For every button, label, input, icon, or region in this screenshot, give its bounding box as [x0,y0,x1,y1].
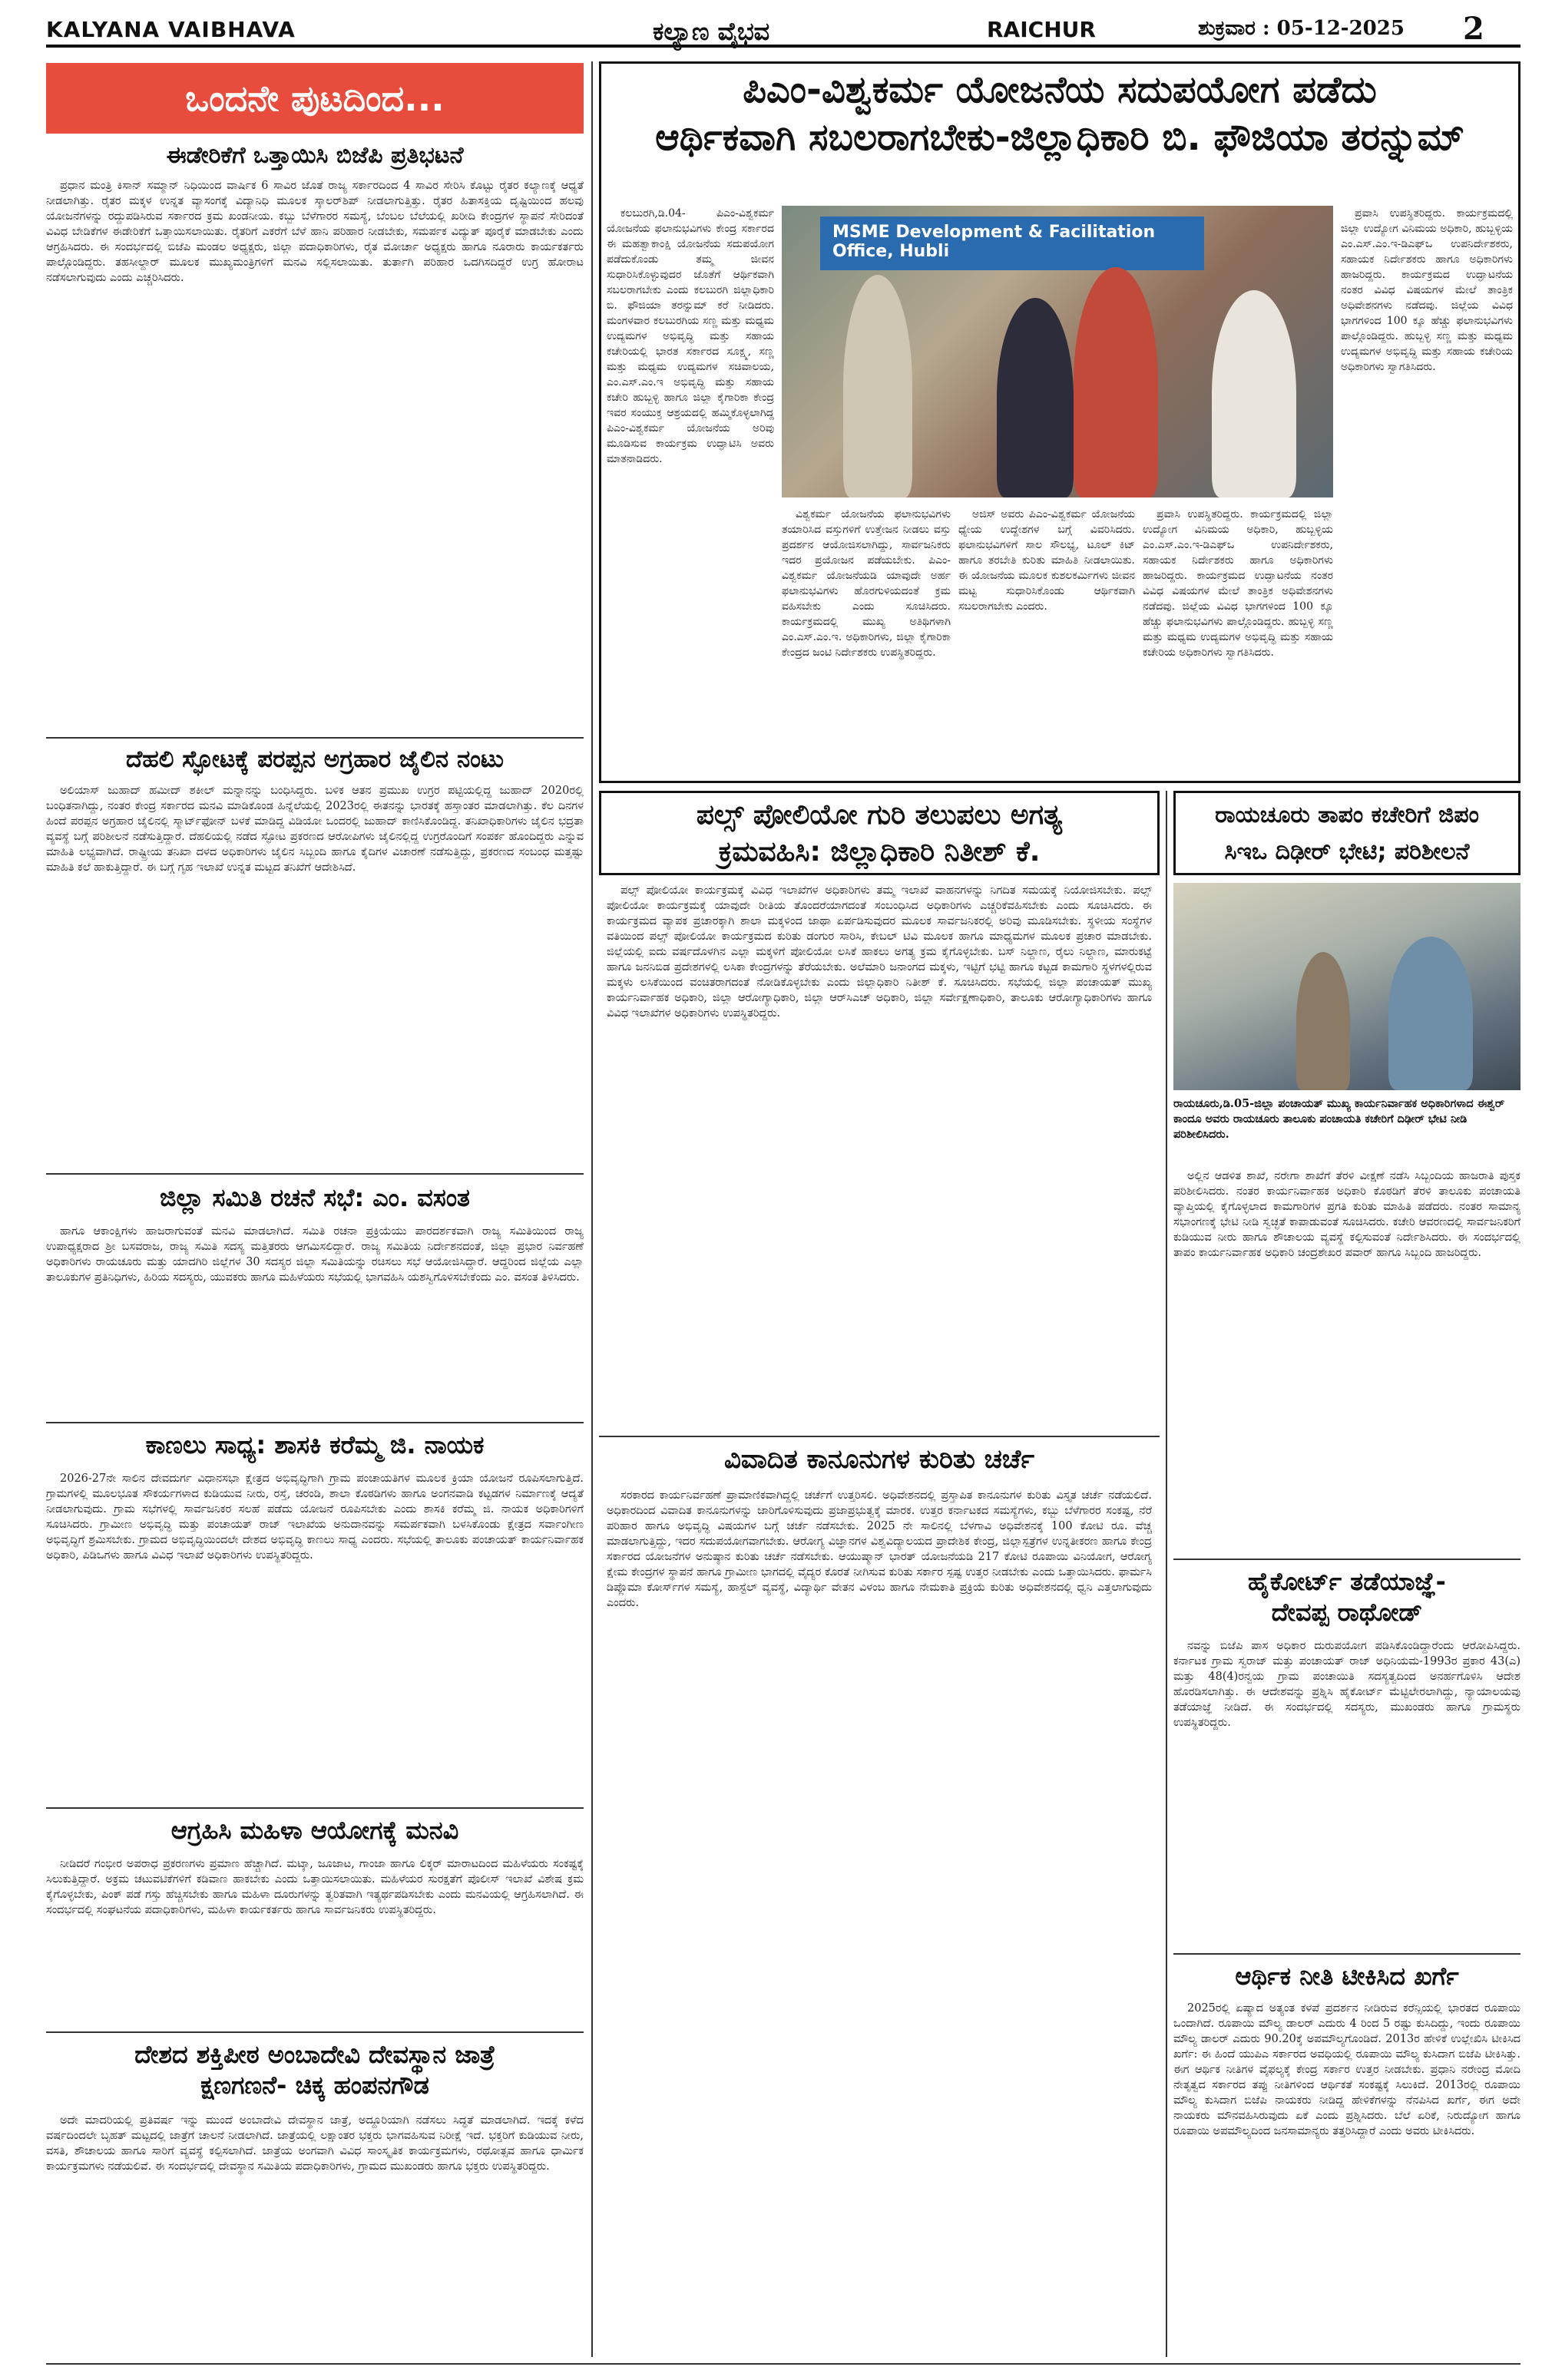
lead-col1-text: ಕಲಬುರಗಿ,ಡಿ.04- ಪಿಎಂ-ವಿಶ್ವಕರ್ಮ ಯೋಜನೆಯ ಫಲಾನುಭವಿಗಳು ಕೇಂದ್ರ ಸರ್ಕಾರದ ಈ ಮಹತ್ವಾಕಾಂಕ್ಷಿ ಯೋಜನೆಯ ಸದುಪಯೋಗ ಪಡೆದುಕೊಂಡು ತಮ್ಮ ಜೀವನ ಸುಧಾರಿಸಿಕೊಳ್ಳುವುದರ ಜೊತೆಗೆ ಆರ್ಥಿಕವಾಗಿ ಸಬಲರಾಗಬೇಕು ಎಂದು ಕಲಬುರಗಿ ಜಿಲ್ಲಾಧಿಕಾರಿ ಬಿ. ಫೌಜಿಯಾ ತರನ್ನುಮ್ ಕರೆ ನೀಡಿದರು. ಮಂಗಳವಾರ ಕಲಬುರಗಿಯ ಸಣ್ಣ ಮತ್ತು ಮಧ್ಯಮ ಉದ್ಯಮಗಳ ಅಭಿವೃದ್ಧಿ ಮತ್ತು ಸಹಾಯ ಕಚೇರಿಯಲ್ಲಿ ಭಾರತ ಸರ್ಕಾರದ ಸೂಕ್ಷ್ಮ, ಸಣ್ಣ ಮತ್ತು ಮಧ್ಯಮ ಉದ್ಯಮಗಳ ಸಚಿವಾಲಯ, ಎಂ.ಎಸ್.ಎಂ.ಇ ಅಭಿವೃದ್ಧಿ ಮತ್ತು ಸಹಾಯ ಕಚೇರಿ ಹುಬ್ಬಳ್ಳಿ ಹಾಗೂ ಜಿಲ್ಲಾ ಕೈಗಾರಿಕಾ ಕೇಂದ್ರ ಇವರ ಸಂಯುಕ್ತ ಆಶ್ರಯದಲ್ಲಿ ಹಮ್ಮಿಕೊಳ್ಳಲಾಗಿದ್ದ ಪಿಎಂ-ವಿಶ್ವಕರ್ಮ ಯೋಜನೆಯ ಅರಿವು ಮೂಡಿಸುವ ಕಾರ್ಯಕ್ರಮ ಉದ್ಘಾಟಿಸಿ ಅವರು ಮಾತನಾಡಿದರು. [607,207,774,465]
article10-text: ನವನ್ನು ಬಿಜೆಪಿ ಪಾಸ ಅಧಿಕಾರ ದುರುಪಯೋಗ ಪಡಿಸಿಕೊಂಡಿದ್ದಾರೆಂದು ಆರೋಪಿಸಿದ್ದರು. ಕರ್ನಾಟಕ ಗ್ರಾಮ ಸ್ವರಾಜ್ ಮತ್ತು ಪಂಚಾಯತ್ ರಾಜ್ ಅಧಿನಿಯಮ-1993ರ ಪ್ರಕಾರ 43(ಎ) ಮತ್ತು 48(4)ರನ್ವಯ ಗ್ರಾಮ ಪಂಚಾಯಿತಿ ಸದಸ್ಯತ್ವದಿಂದ ಅನರ್ಹಗೊಳಿಸಿ ಆದೇಶ ಹೊರಡಿಸಲಾಗಿತ್ತು. ಈ ಆದೇಶವನ್ನು ಪ್ರಶ್ನಿಸಿ ಹೈಕೋರ್ಟ್ ಮೆಟ್ಟಿಲೇರಲಾಗಿದ್ದು, ನ್ಯಾಯಾಲಯವು ತಡೆಯಾಜ್ಞೆ ನೀಡಿದೆ. ಈ ಸಂದರ್ಭದಲ್ಲಿ ಸದಸ್ಯರು, ಮುಖಂಡರು ಹಾಗೂ ಗ್ರಾಮಸ್ಥರು ಉಪಸ್ಥಿತರಿದ್ದರು. [1173,1640,1520,1729]
article8-text: ಸರಕಾರದ ಕಾರ್ಯನಿರ್ವಹಣೆ ಪ್ರಾಮಾಣಿಕವಾಗಿದ್ದಲ್ಲಿ ಚರ್ಚೆಗೆ ಉತ್ತರಿಸಲಿ. ಅಧಿವೇಶನದಲ್ಲಿ ಪ್ರಸ್ತಾಪಿತ ಕಾನೂನುಗಳ ಕುರಿತು ವಿಸ್ತೃತ ಚರ್ಚೆ ನಡೆಯಲಿದೆ. ಅಧಿಕಾರದಿಂದ ವಿವಾದಿತ ಕಾನೂನುಗಳನ್ನು ಜಾರಿಗೊಳಿಸುವುದು ಪ್ರಜಾಪ್ರಭುತ್ವಕ್ಕೆ ಮಾರಕ. ಉತ್ತರ ಕರ್ನಾಟಕದ ಸಮಸ್ಯೆಗಳು, ಕಬ್ಬು ಬೆಳೆಗಾರರ ಸಂಕಷ್ಟ, ನೆರೆ ಪರಿಹಾರ ಹಾಗೂ ಅಭಿವೃದ್ಧಿ ವಿಷಯಗಳ ಬಗ್ಗೆ ಚರ್ಚೆ ನಡೆಸಬೇಕು. 2025 ನೇ ಸಾಲಿನಲ್ಲಿ ಬೆಳಗಾವಿ ಅಧಿವೇಶನಕ್ಕೆ 100 ಕೋಟಿ ರೂ. ವೆಚ್ಚ ಮಾಡಲಾಗುತ್ತಿದ್ದು, ಇದರ ಸದುಪಯೋಗವಾಗಬೇಕು. ಆರೋಗ್ಯ ವಿಜ್ಞಾನಗಳ ವಿಶ್ವವಿದ್ಯಾಲಯದ ಪ್ರಾದೇಶಿಕ ಕೇಂದ್ರ, ಜಿಲ್ಲಾಸ್ಪತ್ರೆಗಳ ಉನ್ನತೀಕರಣ ಹಾಗೂ ಕೇಂದ್ರ ಸರ್ಕಾರದ ಯೋಜನೆಗಳ ಅನುಷ್ಠಾನ ಕುರಿತು ಚರ್ಚೆ ನಡೆಸಬೇಕು. ಆಯುಷ್ಮಾನ್ ಭಾರತ್ ಯೋಜನೆಯಡಿ 217 ಕೋಟಿ ರೂಪಾಯಿ ವಿನಿಯೋಗ, ಆರೋಗ್ಯ ಕ್ಷೇಮ ಕೇಂದ್ರಗಳ ಸ್ಥಾಪನೆ ಹಾಗೂ ಗ್ರಾಮೀಣ ಭಾಗದಲ್ಲಿ ವೈದ್ಯರ ಕೊರತೆ ನೀಗಿಸುವ ಕುರಿತು ಸರ್ಕಾರ ಸ್ಪಷ್ಟ ಉತ್ತರ ನೀಡಬೇಕು ಎಂದು ಒತ್ತಾಯಿಸಿದರು. ಫಾರ್ಮಸಿ ಡಿಪ್ಲೊಮಾ ಕೋರ್ಸ್‌ಗಳ ಸಮಸ್ಯೆ, ಹಾಸ್ಟೆಲ್ ವ್ಯವಸ್ಥೆ, ವಿದ್ಯಾರ್ಥಿ ವೇತನ ವಿಳಂಬ ಹಾಗೂ ನೇಮಕಾತಿ ಪ್ರಕ್ರಿಯೆ ಕುರಿತು ಅಧಿವೇಶನದಲ್ಲಿ ಧ್ವನಿ ಎತ್ತಲಾಗುವುದು ಎಂದರು. [607,1489,1152,1609]
article11-text: 2025ರಲ್ಲಿ ಏಷ್ಯಾದ ಅತ್ಯಂತ ಕಳಪೆ ಪ್ರದರ್ಶನ ನೀಡಿರುವ ಕರೆನ್ಸಿಯಲ್ಲಿ ಭಾರತದ ರೂಪಾಯಿ ಒಂದಾಗಿದೆ. ರೂಪಾಯಿ ಮೌಲ್ಯ ಡಾಲರ್ ಎದುರು 4 ರಿಂದ 5 ರಷ್ಟು ಕುಸಿದಿದ್ದು, ಇಂದು ರೂಪಾಯಿ ಮೌಲ್ಯ ಡಾಲರ್ ಎದುರು 90.20ಕ್ಕೆ ಅಪಮೌಲ್ಯಗೊಂಡಿದೆ. 2013ರ ಹೇಳಿಕೆ ಉಲ್ಲೇಖಿಸಿ ಟೀಕಿಸಿದ ಖರ್ಗೆ: ಈ ಹಿಂದೆ ಯುಪಿಎ ಸರ್ಕಾರದ ಅವಧಿಯಲ್ಲಿ ರೂಪಾಯಿ ಮೌಲ್ಯ ಕುಸಿದಾಗ ಬಿಜೆಪಿ ಟೀಕಿಸಿತ್ತು. ಈಗ ಆರ್ಥಿಕ ನೀತಿಗಳ ವೈಫಲ್ಯಕ್ಕೆ ಕೇಂದ್ರ ಸರ್ಕಾರ ಉತ್ತರ ನೀಡಬೇಕು. ಪ್ರಧಾನಿ ನರೇಂದ್ರ ಮೋದಿ ನೇತೃತ್ವದ ಸರ್ಕಾರದ ತಪ್ಪು ನೀತಿಗಳಿಂದ ಆರ್ಥಿಕತೆ ಸಂಕಷ್ಟಕ್ಕೆ ಸಿಲುಕಿದೆ. 2013ರಲ್ಲಿ ರೂಪಾಯಿ ಮೌಲ್ಯ ಕುಸಿದಾಗ ಬಿಜೆಪಿ ನಾಯಕರು ನೀಡಿದ್ದ ಹೇಳಿಕೆಗಳನ್ನು ನೆನಪಿಸಿದ ಖರ್ಗೆ, ಈಗ ಅದೇ ನಾಯಕರು ಮೌನವಹಿಸಿರುವುದು ಏಕೆ ಎಂದು ಪ್ರಶ್ನಿಸಿದರು. ಬೆಲೆ ಏರಿಕೆ, ನಿರುದ್ಯೋಗ ಹಾಗೂ ರೂಪಾಯಿ ಅಪಮೌಲ್ಯದಿಂದ ಜನಸಾಮಾನ್ಯರು ತತ್ತರಿಸಿದ್ದಾರೆ ಎಂದು ಅವರು ಟೀಕಿಸಿದರು. [1173,2002,1520,2137]
person-figure [843,275,912,497]
article6-body [46,2113,584,2359]
lead-col3 [958,507,1135,774]
lead-photo [782,206,1333,497]
article6-title-line1: ದೇಶದ ಶಕ್ತಿಪೀಠ ಅಂಬಾದೇವಿ ದೇವಸ್ಥಾನ ಜಾತ್ರೆ [134,2040,495,2069]
divider [46,1422,584,1423]
divider [46,737,584,739]
article5-body [46,1856,584,2025]
lead-col5 [1341,206,1513,774]
article9-title-line1: ರಾಯಚೂರು ತಾಪಂ ಕಚೇರಿಗೆ ಜಿಪಂ [1215,802,1479,828]
article5-text: ನೀಡಿದರೆ ಗಂಭೀರ ಅಪರಾಧ ಪ್ರಕರಣಗಳು ಪ್ರಮಾಣ ಹೆಚ್ಚಾಗಿದೆ. ಮಟ್ಕಾ, ಜೂಜಾಟ, ಗಾಂಜಾ ಹಾಗೂ ಲಿಕ್ಕರ್ ಮಾರಾಟದಿಂದ ಮಹಿಳೆಯರು ಸಂಕಷ್ಟಕ್ಕೆ ಸಿಲುಕುತ್ತಿದ್ದಾರೆ. ಅಕ್ರಮ ಚಟುವಟಿಕೆಗಳಿಗೆ ಕಡಿವಾಣ ಹಾಕಬೇಕು ಎಂದು ಒತ್ತಾಯಿಸಲಾಯಿತು. ಮಹಿಳೆಯರ ಸುರಕ್ಷತೆಗೆ ಪೊಲೀಸ್ ಇಲಾಖೆ ವಿಶೇಷ ಕ್ರಮ ಕೈಗೊಳ್ಳಬೇಕು, ಪಿಂಕ್ ಪಡೆ ಗಸ್ತು ಹೆಚ್ಚಿಸಬೇಕು ಹಾಗೂ ಮಹಿಳಾ ದೂರುಗಳನ್ನು ತ್ವರಿತವಾಗಿ ಇತ್ಯರ್ಥಪಡಿಸಬೇಕು ಎಂದು ಮನವಿಯಲ್ಲಿ ಆಗ್ರಹಿಸಲಾಗಿದೆ. ಈ ಸಂದರ್ಭದಲ್ಲಿ ಸಂಘಟನೆಯ ಪದಾಧಿಕಾರಿಗಳು, ಮಹಿಳಾ ಕಾರ್ಯಕರ್ತರು ಹಾಗೂ ಸಾರ್ವಜನಿಕರು ಉಪಸ್ಥಿತರಿದ್ದರು. [46,1858,584,1916]
article7-title [607,797,1152,871]
article9-text: ಅಲ್ಲಿನ ಆಡಳಿತ ಶಾಖೆ, ನರೇಗಾ ಶಾಖೆಗೆ ತೆರಳಿ ವೀಕ್ಷಣೆ ನಡೆಸಿ ಸಿಬ್ಬಂದಿಯ ಹಾಜರಾತಿ ಪುಸ್ತಕ ಪರಿಶೀಲಿಸಿದರು. ನಂತರ ಕಾರ್ಯನಿರ್ವಾಹಕ ಅಧಿಕಾರಿ ಕೊಠಡಿಗೆ ತೆರಳಿ ತಾಲೂಕು ಪಂಚಾಯತಿ ವ್ಯಾಪ್ತಿಯಲ್ಲಿ ಕೈಗೊಳ್ಳಲಾದ ಕಾಮಗಾರಿಗಳ ಪ್ರಗತಿ ಕುರಿತು ಮಾಹಿತಿ ಪಡೆದರು. ನಂತರ ಸಾಮಾನ್ಯ ಸಭಾಂಗಣಕ್ಕೆ ಭೇಟಿ ನೀಡಿ ಸ್ವಚ್ಛತೆ ಕಾಪಾಡುವಂತೆ ಸೂಚಿಸಿದರು. ಕಚೇರಿ ಆವರಣದಲ್ಲಿ ಸಾರ್ವಜನಿಕರಿಗೆ ಕುಡಿಯುವ ನೀರು ಹಾಗೂ ಶೌಚಾಲಯ ವ್ಯವಸ್ಥೆ ಕಲ್ಪಿಸುವಂತೆ ನಿರ್ದೇಶಿಸಿದರು. ಈ ಸಂದರ್ಭದಲ್ಲಿ ತಾಪಂ ಕಾರ್ಯನಿರ್ವಾಹಕ ಅಧಿಕಾರಿ ಚಂದ್ರಶೇಖರ ಪವಾರ್ ಹಾಗೂ ಸಿಬ್ಬಂದಿ ಹಾಜರಿದ್ದರು. [1173,1170,1520,1259]
article7-title-line2: ಕ್ರಮವಹಿಸಿ: ಜಿಲ್ಲಾಧಿಕಾರಿ ನಿತೀಶ್ ಕೆ. [718,836,1041,868]
issue-date: ಶುಕ್ರವಾರ : 05-12-2025 [1198,17,1405,40]
article4-text: 2026-27ನೇ ಸಾಲಿನ ದೇವದುರ್ಗ ವಿಧಾನಸಭಾ ಕ್ಷೇತ್ರದ ಅಭಿವೃದ್ಧಿಗಾಗಿ ಗ್ರಾಮ ಪಂಚಾಯತಿಗಳ ಮೂಲಕ ಕ್ರಿಯಾ ಯೋಜನೆ ರೂಪಿಸಲಾಗುತ್ತಿದೆ. ಗ್ರಾಮಗಳಲ್ಲಿ ಮೂಲಭೂತ ಸೌಕರ್ಯಗಳಾದ ಕುಡಿಯುವ ನೀರು, ರಸ್ತೆ, ಚರಂಡಿ, ಶಾಲಾ ಕೊಠಡಿಗಳು ಹಾಗೂ ಅಂಗನವಾಡಿ ಕಟ್ಟಡಗಳ ನಿರ್ಮಾಣಕ್ಕೆ ಆದ್ಯತೆ ನೀಡಲಾಗುವುದು. ಗ್ರಾಮ ಸಭೆಗಳಲ್ಲಿ ಸಾರ್ವಜನಿಕರ ಸಲಹೆ ಪಡೆದು ಯೋಜನೆ ರೂಪಿಸಬೇಕು ಎಂದು ಶಾಸಕಿ ಕರೆಮ್ಮ ಜಿ. ನಾಯಕ ಅಧಿಕಾರಿಗಳಿಗೆ ಸೂಚಿಸಿದರು. ಗ್ರಾಮೀಣ ಅಭಿವೃದ್ಧಿ ಮತ್ತು ಪಂಚಾಯತ್ ರಾಜ್ ಇಲಾಖೆಯ ಅನುದಾನವನ್ನು ಸಮರ್ಪಕವಾಗಿ ಬಳಸಿಕೊಂಡು ಕ್ಷೇತ್ರದ ಸರ್ವಾಂಗೀಣ ಅಭಿವೃದ್ಧಿಗೆ ಶ್ರಮಿಸಬೇಕು. ಗ್ರಾಮದ ಅಭಿವೃದ್ಧಿಯಿಂದಲೇ ದೇಶದ ಅಭಿವೃದ್ಧಿ ಕಾಣಲು ಸಾಧ್ಯ ಎಂದರು. ಸಭೆಯಲ್ಲಿ ತಾಲೂಕು ಪಂಚಾಯತ್ ಕಾರ್ಯನಿರ್ವಾಹಕ ಅಧಿಕಾರಿ, ಪಿಡಿಒಗಳು ಹಾಗೂ ವಿವಿಧ ಇಲಾಖೆ ಅಧಿಕಾರಿಗಳು ಉಪಸ್ಥಿತರಿದ್ದರು. [46,1473,584,1562]
lead-col2-text: ವಿಶ್ವಕರ್ಮ ಯೋಜನೆಯ ಫಲಾನುಭವಿಗಳು ತಯಾರಿಸಿದ ವಸ್ತುಗಳಿಗೆ ಉತ್ತೇಜನ ನೀಡಲು ವಸ್ತು ಪ್ರದರ್ಶನ ಆಯೋಜಿಸಲಾಗಿದ್ದು, ಸಾರ್ವಜನಿಕರು ಇದರ ಪ್ರಯೋಜನ ಪಡೆಯಬೇಕು. ಪಿಎಂ-ವಿಶ್ವಕರ್ಮ ಯೋಜನೆಯಡಿ ಯಾವುದೇ ಅರ್ಹ ಫಲಾನುಭವಿಗಳು ಹೊರಗುಳಿಯದಂತೆ ಕ್ರಮ ವಹಿಸಬೇಕು ಎಂದು ಸೂಚಿಸಿದರು. ಕಾರ್ಯಕ್ರಮದಲ್ಲಿ ಮುಖ್ಯ ಅತಿಥಿಗಳಾಗಿ ಎಂ.ಎಸ್.ಎಂ.ಇ. ಅಧಿಕಾರಿಗಳು, ಜಿಲ್ಲಾ ಕೈಗಾರಿಕಾ ಕೇಂದ್ರದ ಜಂಟಿ ನಿರ್ದೇಶಕರು ಉಪಸ್ಥಿತರಿದ್ದರು. [782,508,951,659]
lead-col3-text: ಅಜಿಸ್ ಅವರು ಪಿಎಂ-ವಿಶ್ವಕರ್ಮ ಯೋಜನೆಯ ಧ್ಯೇಯ ಉದ್ದೇಶಗಳ ಬಗ್ಗೆ ವಿವರಿಸಿದರು. ಫಲಾನುಭವಿಗಳಿಗೆ ಸಾಲ ಸೌಲಭ್ಯ, ಟೂಲ್ ಕಿಟ್ ಹಾಗೂ ತರಬೇತಿ ಕುರಿತು ಮಾಹಿತಿ ನೀಡಲಾಯಿತು. ಈ ಯೋಜನೆಯ ಮೂಲಕ ಕುಶಲಕರ್ಮಿಗಳು ಜೀವನ ಮಟ್ಟ ಸುಧಾರಿಸಿಕೊಂಡು ಆರ್ಥಿಕವಾಗಿ ಸಬಲರಾಗಬೇಕು ಎಂದರು. [958,508,1135,613]
article3-body [46,1224,584,1416]
page-number: 2 [1463,11,1484,47]
lead-col2 [782,507,951,774]
article10-title-line1: ಹೈಕೋರ್ಟ್ ತಡೆಯಾಜ್ಞೆ- [1248,1567,1446,1596]
lead-headline-line2: ಆರ್ಥಿಕವಾಗಿ ಸಬಲರಾಗಬೇಕು-ಜಿಲ್ಲಾಧಿಕಾರಿ ಬಿ. ಫೌಜಿಯಾ ತರನ್ನುಮ್ [655,116,1464,159]
bottom-rule [46,2363,1520,2365]
article10-title-line2: ದೇವಪ್ಪ ರಾಥೋಡ್ [1271,1598,1423,1627]
article1-body [46,178,584,731]
person-figure [1074,267,1158,497]
article10-title [1173,1566,1520,1628]
paper-name-kannada: ಕಲ್ಯಾಣ ವೈಭವ [653,17,770,46]
column-divider [1166,791,1167,2357]
article3-text: ಹಾಗೂ ಆಕಾಂಕ್ಷಿಗಳು ಹಾಜರಾಗುವಂತೆ ಮನವಿ ಮಾಡಲಾಗಿದೆ. ಸಮಿತಿ ರಚನಾ ಪ್ರಕ್ರಿಯೆಯು ಪಾರದರ್ಶಕವಾಗಿ ರಾಜ್ಯ ಸಮಿತಿಯಿಂದ ರಾಜ್ಯ ಉಪಾಧ್ಯಕ್ಷರಾದ ಶ್ರೀ ಬಸವರಾಜ, ರಾಜ್ಯ ಸಮಿತಿ ಸದಸ್ಯ ಮತ್ತಿತರರು ಆಗಮಿಸಲಿದ್ದಾರೆ. ರಾಜ್ಯ ಸಮಿತಿಯ ನಿರ್ದೇಶನದಂತೆ, ಜಿಲ್ಲಾ ಪ್ರಭಾರ ನಿರ್ವಹಣೆ ಅಧಿಕಾರಿಗಳು ರಾಯಚೂರು ಮತ್ತು ಯಾದಗಿರಿ ಜಿಲ್ಲೆಗಳ 30 ಸದಸ್ಯರ ಜಿಲ್ಲಾ ಸಮಿತಿಯನ್ನು ರಚಿಸಲು ಸಭೆ ಆಯೋಜಿಸಿದ್ದಾರೆ. ಆದ್ದರಿಂದ ಜಿಲ್ಲೆಯ ಎಲ್ಲಾ ತಾಲೂಕುಗಳ ಪ್ರತಿನಿಧಿಗಳು, ಹಿರಿಯ ಸದಸ್ಯರು, ಯುವಕರು ಹಾಗೂ ಮಹಿಳೆಯರು ಸಭೆಯಲ್ಲಿ ಭಾಗವಹಿಸಿ ಯಶಸ್ವಿಗೊಳಿಸಬೇಕೆಂದು ಎಂ. ವಸಂತ ತಿಳಿಸಿದರು. [46,1225,584,1284]
article2-body [46,783,584,1167]
article4-body [46,1471,584,1801]
person-figure [997,298,1074,497]
divider [46,1173,584,1175]
article9-title-line2: ಸಿಇಒ ದಿಢೀರ್ ಭೇಟಿ; ಪರಿಶೀಲನೆ [1224,838,1470,865]
lead-story-headline [607,66,1513,161]
article6-text: ಅದೇ ಮಾದರಿಯಲ್ಲಿ ಪ್ರತಿವರ್ಷ ಇನ್ನು ಮುಂದೆ ಅಂಬಾದೇವಿ ದೇವಸ್ಥಾನ ಜಾತ್ರೆ, ಅದ್ದೂರಿಯಾಗಿ ನಡೆಸಲು ಸಿದ್ಧತೆ ಮಾಡಲಾಗಿದೆ. ಇದಕ್ಕೆ ಕಳೆದ ವರ್ಷದಿಂದಲೇ ಬೃಹತ್ ಮಟ್ಟದಲ್ಲಿ ಜಾತ್ರೆಗೆ ಚಾಲನೆ ನೀಡಲಾಗಿದೆ. ಜಾತ್ರೆಯಲ್ಲಿ ಲಕ್ಷಾಂತರ ಭಕ್ತರು ಭಾಗವಹಿಸುವ ನಿರೀಕ್ಷೆ ಇದೆ. ಭಕ್ತರಿಗೆ ಕುಡಿಯುವ ನೀರು, ವಸತಿ, ಶೌಚಾಲಯ ಹಾಗೂ ಸಾರಿಗೆ ವ್ಯವಸ್ಥೆ ಕಲ್ಪಿಸಲಾಗಿದೆ. ಜಾತ್ರೆಯ ಅಂಗವಾಗಿ ವಿವಿಧ ಸಾಂಸ್ಕೃತಿಕ ಕಾರ್ಯಕ್ರಮಗಳು, ರಥೋತ್ಸವ ಹಾಗೂ ಧಾರ್ಮಿಕ ಕಾರ್ಯಕ್ರಮಗಳು ನಡೆಯಲಿವೆ. ಈ ಸಂದರ್ಭದಲ್ಲಿ ದೇವಸ್ಥಾನ ಸಮಿತಿಯ ಪದಾಧಿಕಾರಿಗಳು, ಗ್ರಾಮದ ಮುಖಂಡರು ಹಾಗೂ ಭಕ್ತರು ಉಪಸ್ಥಿತರಿದ್ದರು. [46,2114,584,2173]
article7-body [607,883,1152,1428]
article9-photo [1173,883,1520,1090]
article7-text: ಪಲ್ಸ್ ಪೋಲಿಯೋ ಕಾರ್ಯಕ್ರಮಕ್ಕೆ ವಿವಿಧ ಇಲಾಖೆಗಳ ಅಧಿಕಾರಿಗಳು ತಮ್ಮ ಇಲಾಖೆ ವಾಹನಗಳನ್ನು ನಿಗದಿತ ಸಮಯಕ್ಕೆ ನಿಯೋಜಿಸಬೇಕು. ಪಲ್ಸ್ ಪೋಲಿಯೋ ಕಾರ್ಯಕ್ರಮಕ್ಕೆ ಯಾವುದೇ ರೀತಿಯ ತೊಂದರೆಯಾಗದಂತೆ ಸಂಬಂಧಿಸಿದ ಅಧಿಕಾರಿಗಳು ಎಚ್ಚರಿಕೆವಹಿಸಬೇಕು ಎಂದು ಸೂಚಿಸಿದರು. ಈ ಕಾರ್ಯಕ್ರಮದ ವ್ಯಾಪಕ ಪ್ರಚಾರಕ್ಕಾಗಿ ಶಾಲಾ ಮಕ್ಕಳಿಂದ ಜಾಥಾ ಏರ್ಪಡಿಸುವುದರ ಮೂಲಕ ಸಾರ್ವಜನಿಕರಲ್ಲಿ ಅರಿವು ಮೂಡಿಸಬೇಕು. ಸ್ಥಳೀಯ ಸಂಸ್ಥೆಗಳ ವತಿಯಿಂದ ಪಲ್ಸ್ ಪೋಲಿಯೋ ಕಾರ್ಯಕ್ರಮದ ಕುರಿತು ಡಂಗುರ ಸಾರಿಸಿ, ಕೇಬಲ್ ಟಿವಿ ಮೂಲಕ ಹಾಗೂ ಮಾಧ್ಯಮಗಳ ಮೂಲಕ ಪ್ರಚಾರ ಮಾಡಬೇಕು. ಜಿಲ್ಲೆಯಲ್ಲಿ ಐದು ವರ್ಷದೊಳಗಿನ ಎಲ್ಲಾ ಮಕ್ಕಳಿಗೆ ಪೋಲಿಯೋ ಲಸಿಕೆ ಹಾಕಲು ಅಗತ್ಯ ಕ್ರಮ ಕೈಗೊಳ್ಳಬೇಕು. ಬಸ್ ನಿಲ್ದಾಣ, ರೈಲು ನಿಲ್ದಾಣ, ಮಾರುಕಟ್ಟೆ ಹಾಗೂ ಜನನಿಬಿಡ ಪ್ರದೇಶಗಳಲ್ಲಿ ಲಸಿಕಾ ಕೇಂದ್ರಗಳನ್ನು ತೆರೆಯಬೇಕು. ಅಲೆಮಾರಿ ಜನಾಂಗದ ಮಕ್ಕಳು, ಇಟ್ಟಿಗೆ ಭಟ್ಟಿ ಹಾಗೂ ಕಟ್ಟಡ ಕಾಮಗಾರಿ ಸ್ಥಳಗಳಲ್ಲಿರುವ ಮಕ್ಕಳು ಲಸಿಕೆಯಿಂದ ವಂಚಿತರಾಗದಂತೆ ನೋಡಿಕೊಳ್ಳಬೇಕು ಎಂದು ಜಿಲ್ಲಾಧಿಕಾರಿ ನಿತೀಶ್ ಕೆ. ಸೂಚಿಸಿದರು. ಸಭೆಯಲ್ಲಿ ಜಿಲ್ಲಾ ಪಂಚಾಯತ್ ಮುಖ್ಯ ಕಾರ್ಯನಿರ್ವಾಹಕ ಅಧಿಕಾರಿ, ಜಿಲ್ಲಾ ಆರೋಗ್ಯಾಧಿಕಾರಿ, ಜಿಲ್ಲಾ ಆರ್‌ಸಿಎಚ್ ಅಧಿಕಾರಿ, ಜಿಲ್ಲಾ ಸರ್ವೇಕ್ಷಣಾಧಿಕಾರಿ, ತಾಲೂಕು ಆರೋಗ್ಯಾಧಿಕಾರಿಗಳು ಹಾಗೂ ವಿವಿಧ ಇಲಾಖೆಗಳ ಅಧಿಕಾರಿಗಳು ಉಪಸ್ಥಿತರಿದ್ದರು. [607,884,1152,1020]
column-divider [591,61,593,2357]
article11-title: ಆರ್ಥಿಕ ನೀತಿ ಟೀಕಿಸಿದ ಖರ್ಗೆ [1235,1962,1459,1991]
lead-col4 [1143,507,1333,774]
article3-title: ಜಿಲ್ಲಾ ಸಮಿತಿ ರಚನೆ ಸಭೆ: ಎಂ. ವಸಂತ [160,1183,470,1212]
lead-col4-text: ಪ್ರವಾಸಿ ಉಪಸ್ಥಿತರಿದ್ದರು. ಕಾರ್ಯಕ್ರಮದಲ್ಲಿ ಜಿಲ್ಲಾ ಉದ್ಯೋಗ ವಿನಿಮಯ ಅಧಿಕಾರಿ, ಹುಬ್ಬಳ್ಳಿಯ ಎಂ.ಎಸ್.ಎಂ.ಇ-ಡಿಎಫ್‌ಒ ಉಪನಿರ್ದೇಶಕರು, ಸಹಾಯಕ ನಿರ್ದೇಶಕರು ಹಾಗೂ ಅಧಿಕಾರಿಗಳು ಹಾಜರಿದ್ದರು. ಕಾರ್ಯಕ್ರಮದ ಉದ್ಘಾಟನೆಯ ನಂತರ ವಿವಿಧ ವಿಷಯಗಳ ಮೇಲೆ ತಾಂತ್ರಿಕ ಅಧಿವೇಶನಗಳು ನಡೆದವು. ಜಿಲ್ಲೆಯ ವಿವಿಧ ಭಾಗಗಳಿಂದ 100 ಕ್ಕೂ ಹೆಚ್ಚು ಫಲಾನುಭವಿಗಳು ಪಾಲ್ಗೊಂಡಿದ್ದರು. ಹುಬ್ಬಳ್ಳಿ ಸಣ್ಣ ಮತ್ತು ಮಧ್ಯಮ ಉದ್ಯಮಗಳ ಅಭಿವೃದ್ಧಿ ಮತ್ತು ಸಹಾಯ ಕಚೇರಿಯ ಅಧಿಕಾರಿಗಳು ಸ್ವಾಗತಿಸಿದರು. [1143,508,1333,659]
person-figure [1212,290,1296,497]
divider [46,1807,584,1809]
person-figure [1388,937,1473,1090]
article11-body [1173,2001,1520,2357]
article1-text: ಪ್ರಧಾನ ಮಂತ್ರಿ ಕಿಸಾನ್ ಸಮ್ಮಾನ್ ನಿಧಿಯಿಂದ ವಾರ್ಷಿಕ 6 ಸಾವಿರ ಜೊತೆ ರಾಜ್ಯ ಸರ್ಕಾರದಿಂದ 4 ಸಾವಿರ ಸೇರಿಸಿ ಕೊಟ್ಟು ರೈತರ ಕಲ್ಯಾಣಕ್ಕೆ ಆಧ್ಯತೆ ನೀಡಲಾಗಿತ್ತು. ರೈತರ ಮಕ್ಕಳ ಉನ್ನತ ವ್ಯಾಸಂಗಕ್ಕೆ ವಿದ್ಯಾನಿಧಿ ಮೂಲಕ ಸ್ಕಾಲರ್‌ಶಿಪ್ ನೀಡಲಾಗುತ್ತಿತ್ತು. ರೈತರ ಹಿತಾಸಕ್ತಿಯ ದೃಷ್ಟಿಯಿಂದ ಹಲವು ಯೋಜನೆಗಳನ್ನು ರದ್ದುಪಡಿಸಿರುವ ಸರ್ಕಾರದ ಕ್ರಮ ಖಂಡನೀಯ. ಕಬ್ಬು ಬೆಳೆಗಾರರ ಸಮಸ್ಯೆ, ಬೆಂಬಲ ಬೆಲೆಯಲ್ಲಿ ಖರೀದಿ ಕೇಂದ್ರಗಳ ಸ್ಥಾಪನೆ ಸೇರಿದಂತೆ ವಿವಿಧ ಬೇಡಿಕೆಗಳ ಈಡೇರಿಕೆಗೆ ಒತ್ತಾಯಿಸಲಾಯಿತು. ರೈತರಿಗೆ ಎಕರೆಗೆ ಬೆಳೆ ಹಾನಿ ಪರಿಹಾರ ನೀಡಬೇಕು, ಸಮರ್ಪಕ ವಿದ್ಯುತ್ ಪೂರೈಕೆ ಮಾಡಬೇಕು ಎಂದು ಆಗ್ರಹಿಸಿದರು. ಈ ಸಂದರ್ಭದಲ್ಲಿ ಬಿಜೆಪಿ ಮಂಡಲ ಅಧ್ಯಕ್ಷರು, ಜಿಲ್ಲಾ ಪದಾಧಿಕಾರಿಗಳು, ರೈತ ಮೋರ್ಚಾ ಅಧ್ಯಕ್ಷರು ಹಾಗೂ ನೂರಾರು ಕಾರ್ಯಕರ್ತರು ಪಾಲ್ಗೊಂಡಿದ್ದರು. ತಹಸೀಲ್ದಾರ್ ಮೂಲಕ ಮುಖ್ಯಮಂತ್ರಿಗಳಿಗೆ ಮನವಿ ಸಲ್ಲಿಸಲಾಯಿತು. ತುರ್ತಾಗಿ ಪರಿಹಾರ ಒದಗಿಸದಿದ್ದರೆ ಉಗ್ರ ಹೋರಾಟ ನಡೆಸಲಾಗುವುದು ಎಂದು ಎಚ್ಚರಿಸಿದರು. [46,180,584,284]
article4-title: ಕಾಣಲು ಸಾಧ್ಯ: ಶಾಸಕಿ ಕರೆಮ್ಮ ಜಿ. ನಾಯಕ [145,1430,485,1459]
divider [599,1436,1160,1437]
article9-caption: ರಾಯಚೂರು,ಡಿ.05-ಜಿಲ್ಲಾ ಪಂಚಾಯತ್ ಮುಖ್ಯ ಕಾರ್ಯನಿರ್ವಾಹಕ ಅಧಿಕಾರಿಗಳಾದ ಈಶ್ವರ್ ಕಾಂದೂ ಅವರು ರಾಯಚೂರು ತಾಲೂಕು ಪಂಚಾಯತಿ ಕಚೇರಿಗೆ ದಿಢೀರ್ ಭೇಟಿ ನೀಡಿ ಪರಿಶೀಲಿಸಿದರು. [1173,1097,1505,1141]
article6-title-line2: ಕ್ಷಣಗಣನೆ- ಚಿಕ್ಕ ಹಂಪನಗೌಡ [200,2071,429,2100]
person-figure [1296,952,1350,1090]
photo-banner: MSME Development & Facilitation Office, Hubli [820,217,1204,270]
article9-title [1176,797,1517,871]
article9-body [1173,1169,1520,1552]
edition-city: RAICHUR [987,17,1096,42]
paper-name-english: KALYANA VAIBHAVA [46,17,296,42]
lead-col1 [607,206,774,774]
article6-title [46,2039,584,2101]
article8-body [607,1488,1152,2357]
divider [46,2031,584,2033]
divider [1173,1953,1520,1955]
continued-from-front-kicker: ಒಂದನೇ ಪುಟದಿಂದ... [46,63,584,134]
article2-text: ಅಲಿಯಾಸ್ ಜುಹಾದ್ ಹಮೀದ್ ಶಕೀಲ್ ಮನ್ನಾನನ್ನು ಬಂಧಿಸಿದ್ದರು. ಬಳಿಕ ಆತನ ಪ್ರಮುಖ ಉಗ್ರರ ಪಟ್ಟಿಯಲ್ಲಿದ್ದ ಜುಹಾದ್ 2020ರಲ್ಲಿ ಬಂಧಿತನಾಗಿದ್ದು, ನಂತರ ಕೇಂದ್ರ ಸರ್ಕಾರದ ಮನವಿ ಮಾಡಿಕೊಂಡ ಹಿನ್ನೆಲೆಯಲ್ಲಿ 2023ರಲ್ಲಿ ಈತನನ್ನು ಭಾರತಕ್ಕೆ ಹಸ್ತಾಂತರ ಮಾಡಲಾಗಿತ್ತು. ಕೆಲ ದಿನಗಳ ಹಿಂದೆ ಪರಪ್ಪನ ಅಗ್ರಹಾರ ಜೈಲಿನಲ್ಲಿ ಸ್ಮಾರ್ಟ್‌ಫೋನ್ ಬಳಕೆ ಮಾಡಿದ್ದ ವಿಡಿಯೋ ಒಂದರಲ್ಲಿ ಜುಹಾದ್ ಕಾಣಿಸಿಕೊಂಡಿದ್ದ. ತನಿಖಾಧಿಕಾರಿಗಳು ಜೈಲಿನ ಭದ್ರತಾ ವ್ಯವಸ್ಥೆ ಬಗ್ಗೆ ಪರಿಶೀಲನೆ ನಡೆಸುತ್ತಿದ್ದಾರೆ. ದೆಹಲಿಯಲ್ಲಿ ನಡೆದ ಸ್ಫೋಟ ಪ್ರಕರಣದ ಆರೋಪಿಗಳು ಜೈಲಿನಲ್ಲಿದ್ದ ಉಗ್ರರೊಂದಿಗೆ ಸಂಪರ್ಕ ಹೊಂದಿದ್ದರು ಎನ್ನುವ ಮಾಹಿತಿ ಲಭ್ಯವಾಗಿದೆ. ರಾಷ್ಟ್ರೀಯ ತನಿಖಾ ದಳದ ಅಧಿಕಾರಿಗಳು ಜೈಲಿನ ಸಿಬ್ಬಂದಿ ಹಾಗೂ ಕೈದಿಗಳ ವಿಚಾರಣೆ ನಡೆಸುತ್ತಿದ್ದು, ಪ್ರಕರಣದ ಸಂಬಂಧ ಮತ್ತಷ್ಟು ಮಾಹಿತಿ ಕಲೆ ಹಾಕುತ್ತಿದ್ದಾರೆ. ಈ ಬಗ್ಗೆ ಗೃಹ ಇಲಾಖೆ ಉನ್ನತ ಮಟ್ಟದ ತನಿಖೆಗೆ ಆದೇಶಿಸಿದೆ. [46,785,584,874]
masthead [46,9,1520,48]
article7-title-line1: ಪಲ್ಸ್ ಪೋಲಿಯೋ ಗುರಿ ತಲುಪಲು ಅಗತ್ಯ [696,799,1063,831]
article2-title: ದೆಹಲಿ ಸ್ಫೋಟಕ್ಕೆ ಪರಪ್ಪನ ಅಗ್ರಹಾರ ಜೈಲಿನ ನಂಟು [125,745,505,773]
article8-title: ವಿವಾದಿತ ಕಾನೂನುಗಳ ಕುರಿತು ಚರ್ಚೆ [723,1444,1035,1475]
lead-col5-text: ಪ್ರವಾಸಿ ಉಪಸ್ಥಿತರಿದ್ದರು. ಕಾರ್ಯಕ್ರಮದಲ್ಲಿ ಜಿಲ್ಲಾ ಉದ್ಯೋಗ ವಿನಿಮಯ ಅಧಿಕಾರಿ, ಹುಬ್ಬಳ್ಳಿಯ ಎಂ.ಎಸ್.ಎಂ.ಇ-ಡಿಎಫ್‌ಒ ಉಪನಿರ್ದೇಶಕರು, ಸಹಾಯಕ ನಿರ್ದೇಶಕರು ಹಾಗೂ ಅಧಿಕಾರಿಗಳು ಹಾಜರಿದ್ದರು. ಕಾರ್ಯಕ್ರಮದ ಉದ್ಘಾಟನೆಯ ನಂತರ ವಿವಿಧ ವಿಷಯಗಳ ಮೇಲೆ ತಾಂತ್ರಿಕ ಅಧಿವೇಶನಗಳು ನಡೆದವು. ಜಿಲ್ಲೆಯ ವಿವಿಧ ಭಾಗಗಳಿಂದ 100 ಕ್ಕೂ ಹೆಚ್ಚು ಫಲಾನುಭವಿಗಳು ಪಾಲ್ಗೊಂಡಿದ್ದರು. ಹುಬ್ಬಳ್ಳಿ ಸಣ್ಣ ಮತ್ತು ಮಧ್ಯಮ ಉದ್ಯಮಗಳ ಅಭಿವೃದ್ಧಿ ಮತ್ತು ಸಹಾಯ ಕಚೇರಿಯ ಅಧಿಕಾರಿಗಳು ಸ್ವಾಗತಿಸಿದರು. [1341,207,1513,373]
article5-title: ಆಗ್ರಹಿಸಿ ಮಹಿಳಾ ಆಯೋಗಕ್ಕೆ ಮನವಿ [170,1816,459,1845]
divider [1173,1559,1520,1560]
article10-body [1173,1638,1520,1945]
lead-headline-line1: ಪಿಎಂ-ವಿಶ್ವಕರ್ಮ ಯೋಜನೆಯ ಸದುಪಯೋಗ ಪಡೆದು [743,68,1377,111]
article1-title: ಈಡೇರಿಕೆಗೆ ಒತ್ತಾಯಿಸಿ ಬಿಜೆಪಿ ಪ್ರತಿಭಟನೆ [166,142,464,169]
